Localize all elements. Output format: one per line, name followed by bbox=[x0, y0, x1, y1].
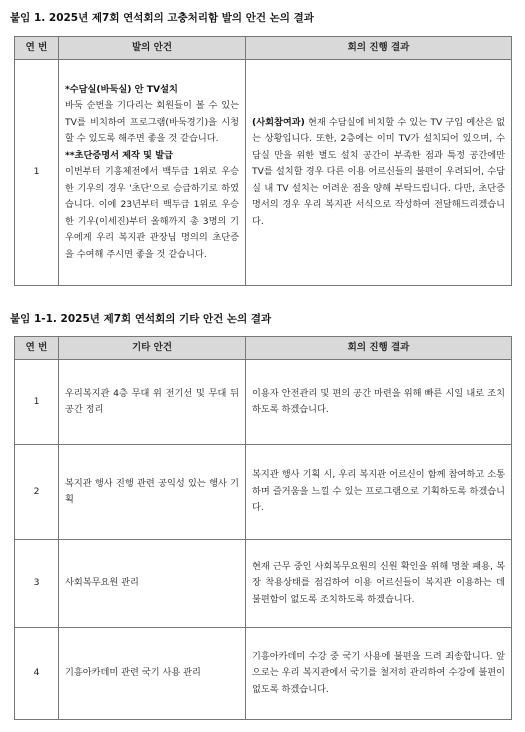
result-cell bbox=[246, 60, 512, 286]
agenda-cell: 우리복지관 4층 무대 위 전기선 및 무대 뒤 공간 정리 bbox=[59, 360, 246, 445]
row-number: 1 bbox=[15, 360, 59, 445]
table-header-row bbox=[15, 337, 512, 360]
agenda-item-title: *수담실(바둑실) 안 TV설치 bbox=[65, 83, 178, 95]
result-text: 현재 수담실에 비치할 수 있는 TV 구입 예산은 없는 상황입니다. 또한, 2층에는 이미 TV가 설치되어 있으며, 수담실 만을 위한 별도 설치 공간이 부족한 점과 특정 공간에만 TV를 설치할 경우 다른 이용 어르신들의 불편이 우려되어, 수담실 내 TV 설치는 어려운 점을 양해 부탁드립니다. 다만, 초단증명서의 경우 우리 복지관 서식으로 작성하여 전달해드리겠습니다. bbox=[252, 116, 505, 227]
section2-title: 붙임 1-1. 2025년 제7회 연석회의 기타 안건 논의 결과 bbox=[10, 313, 272, 325]
agenda-result-table bbox=[14, 36, 512, 286]
result-cell: 기흥아카데미 수강 중 국기 사용에 불편을 드려 죄송합니다. 앞으로는 우리 복지관에서 국기를 철저히 관리하여 수강에 불편이 없도록 하겠습니다. bbox=[246, 628, 512, 720]
agenda-item-body: 이번부터 기흥체전에서 백두급 1위로 우승한 기우의 경우 '초단'으로 승급하기로 하였습니다. 이에 23년부터 백두급 1위로 우승한 기우(이세진)부터 올해까지 총 3명의 기우에게 우리 복지관 관장님 명의의 초단증을 수여해 주시면 좋을 것 같습니다. bbox=[65, 166, 239, 260]
table-row bbox=[15, 628, 512, 720]
table-row bbox=[15, 445, 512, 540]
header-agenda: 기타 안건 bbox=[59, 337, 246, 360]
result-cell: 이용자 안전관리 및 편의 공간 마련을 위해 빠른 시일 내로 조치하도록 하겠습니다. bbox=[246, 360, 512, 445]
result-cell: 현재 근무 중인 사회복무요원의 신원 확인을 위해 명찰 패용, 복장 착용상태를 점검하여 이용 어르신들이 복지관 이용하는 데 불편함이 없도록 조치하도록 하겠습니다. bbox=[246, 540, 512, 628]
other-agenda-table bbox=[14, 336, 512, 720]
row-number: 2 bbox=[15, 445, 59, 540]
table-row bbox=[15, 360, 512, 445]
agenda-cell: 사회복무요원 관리 bbox=[59, 540, 246, 628]
table-header-row bbox=[15, 37, 512, 60]
table-row bbox=[15, 60, 512, 286]
header-result: 회의 진행 결과 bbox=[246, 37, 512, 60]
row-number: 3 bbox=[15, 540, 59, 628]
agenda-item-title: **초단증명서 제작 및 발급 bbox=[65, 149, 173, 161]
agenda-cell: 기흥아카데미 관련 국기 사용 관리 bbox=[59, 628, 246, 720]
agenda-cell bbox=[59, 60, 246, 286]
agenda-item-body: 바둑 순번을 기다리는 회원들이 볼 수 있는 TV를 비치하여 프로그램(바둑경기)을 시청할 수 있도록 해주면 좋을 것 같습니다. bbox=[65, 100, 239, 145]
row-number: 4 bbox=[15, 628, 59, 720]
row-number: 1 bbox=[15, 60, 59, 286]
header-agenda: 발의 안건 bbox=[59, 37, 246, 60]
section1-title: 붙임 1. 2025년 제7회 연석회의 고충처리함 발의 안건 논의 결과 bbox=[10, 12, 314, 24]
department-label: (사회참여과) bbox=[252, 116, 305, 128]
result-cell: 복지관 행사 기획 시, 우리 복지관 어르신이 함께 참여하고 소통하며 즐거움을 느낄 수 있는 프로그램으로 기획하도록 하겠습니다. bbox=[246, 445, 512, 540]
header-no: 연 번 bbox=[15, 37, 59, 60]
table-row bbox=[15, 540, 512, 628]
header-result: 회의 진행 결과 bbox=[246, 337, 512, 360]
agenda-cell: 복지관 행사 진행 관련 공익성 있는 행사 기획 bbox=[59, 445, 246, 540]
header-no: 연 번 bbox=[15, 337, 59, 360]
